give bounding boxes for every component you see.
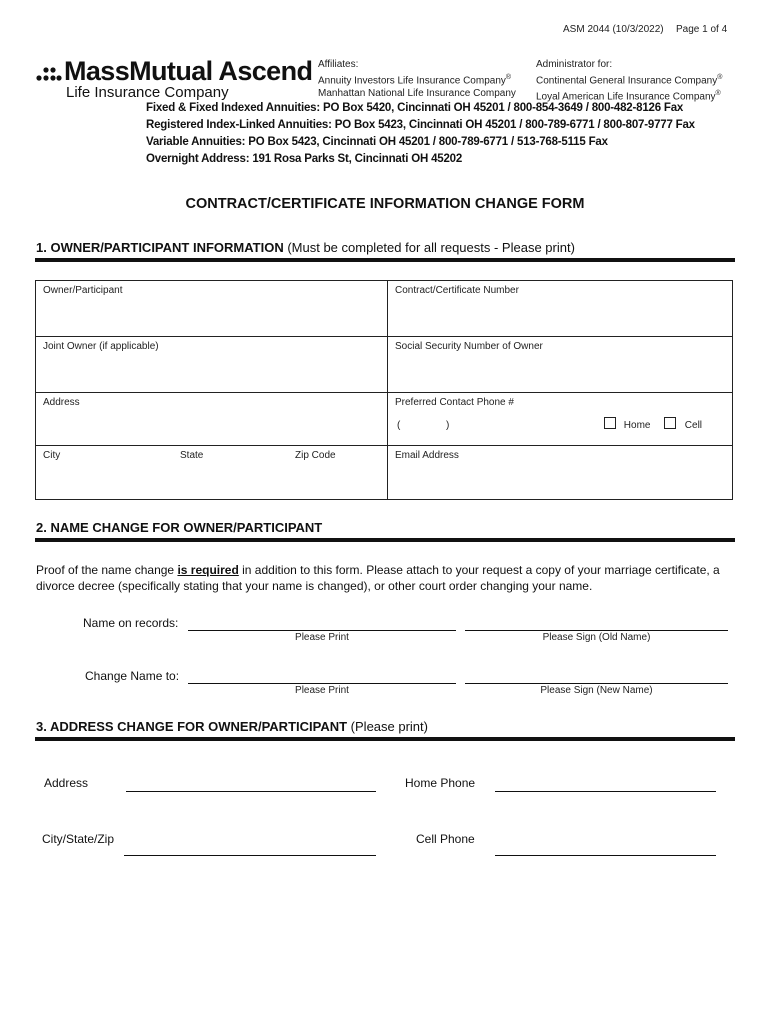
home-label: Home xyxy=(623,420,651,431)
affiliate-item: Manhattan National Life Insurance Company xyxy=(318,88,516,100)
section2-heading xyxy=(36,520,322,535)
name-on-records-label: Name on records: xyxy=(83,616,179,630)
logo-brand: MassMutual Ascend xyxy=(64,56,313,86)
ssn-field[interactable] xyxy=(388,337,732,392)
change-name-sign-line[interactable] xyxy=(465,683,728,684)
address-field[interactable] xyxy=(36,393,387,445)
city-state-zip-line[interactable] xyxy=(124,855,376,856)
address-line: Variable Annuities: PO Box 5423, Cincinnati OH 45201 / 800-789-6771 / 513-768-5115 Fax xyxy=(146,136,608,148)
sign-new-caption: Please Sign (New Name) xyxy=(540,685,653,696)
section3-title: 3. ADDRESS CHANGE FOR OWNER/PARTICIPANT xyxy=(36,719,348,734)
zip-label: Zip Code xyxy=(295,450,336,461)
email-field[interactable] xyxy=(388,446,732,498)
section1-note: (Must be completed for all requests - Please print) xyxy=(283,240,575,255)
logo-dots-icon xyxy=(36,64,62,82)
home-checkbox[interactable] xyxy=(604,417,616,429)
affiliate-item: Annuity Investors Life Insurance Company xyxy=(318,75,506,87)
name-on-records-sign-line[interactable] xyxy=(465,630,728,631)
contract-number-label: Contract/Certificate Number xyxy=(395,285,519,296)
please-print-caption: Please Print xyxy=(295,685,349,696)
cell-phone-line[interactable] xyxy=(495,855,716,856)
administrator-item: Loyal American Life Insurance Company xyxy=(536,91,716,103)
ssn-label: Social Security Number of Owner xyxy=(395,341,543,352)
owner-field[interactable] xyxy=(36,281,387,336)
section1-heading xyxy=(36,240,575,255)
form-id: ASM 2044 (10/3/2022) xyxy=(563,24,664,35)
section3-rule xyxy=(35,737,735,741)
administrator-label: Administrator for: xyxy=(536,59,613,70)
phone-label: Preferred Contact Phone # xyxy=(395,397,514,408)
affiliates-block: Affiliates: Annuity Investors Life Insurance Company® Manhattan National Life Insurance Company xyxy=(318,59,516,100)
administrator-block: Administrator for: Continental General Insurance Company® Loyal American Life Insurance Company® xyxy=(536,59,723,103)
mailing-addresses xyxy=(146,100,695,168)
new-address-label: Address xyxy=(44,776,89,790)
company-logo xyxy=(36,56,311,102)
page-number: Page 1 of 4 xyxy=(676,24,728,35)
cell-label: Cell xyxy=(684,420,703,431)
section2-rule xyxy=(35,538,735,542)
change-name-to-label: Change Name to: xyxy=(85,669,180,683)
phone-field[interactable] xyxy=(388,393,732,445)
change-name-print-line[interactable] xyxy=(188,683,456,684)
city-label: City xyxy=(43,450,61,461)
affiliates-label: Affiliates: xyxy=(318,59,359,70)
joint-owner-label: Joint Owner (if applicable) xyxy=(43,341,159,352)
city-field[interactable] xyxy=(36,446,176,498)
cell-phone-label: Cell Phone xyxy=(416,832,475,846)
zip-field[interactable] xyxy=(291,446,387,498)
please-print-caption: Please Print xyxy=(295,632,349,643)
address-line: Fixed & Fixed Indexed Annuities: PO Box 5420, Cincinnati OH 45201 / 800-854-3649 / 800-482-8126 Fax xyxy=(146,102,684,114)
name-on-records-print-line[interactable] xyxy=(188,630,456,631)
address-line: Registered Index-Linked Annuities: PO Box 5423, Cincinnati OH 45201 / 800-789-6771 / 800-807-9777 Fax xyxy=(146,119,695,131)
address-label: Address xyxy=(43,397,80,408)
email-label: Email Address xyxy=(395,450,459,461)
administrator-item: Continental General Insurance Company xyxy=(536,75,718,87)
section2-title: 2. NAME CHANGE FOR OWNER/PARTICIPANT xyxy=(36,520,323,535)
cell-checkbox[interactable] xyxy=(664,417,676,429)
sign-old-caption: Please Sign (Old Name) xyxy=(542,632,651,643)
contract-number-field[interactable] xyxy=(388,281,732,336)
instructions-emphasis: is required xyxy=(177,563,239,577)
name-change-instructions xyxy=(36,562,736,594)
state-label: State xyxy=(180,450,204,461)
home-phone-line[interactable] xyxy=(495,791,716,792)
joint-owner-field[interactable] xyxy=(36,337,387,392)
instructions-text: Proof of the name change xyxy=(36,563,178,577)
state-field[interactable] xyxy=(176,446,291,498)
phone-paren-open: ( xyxy=(397,420,401,431)
logo-subtitle: Life Insurance Company xyxy=(66,84,229,101)
owner-info-grid xyxy=(35,280,733,500)
section3-heading xyxy=(36,719,428,734)
new-address-line[interactable] xyxy=(126,791,376,792)
city-state-zip-label: City/State/Zip xyxy=(42,832,115,846)
form-title: CONTRACT/CERTIFICATE INFORMATION CHANGE FORM xyxy=(185,196,585,212)
section1-rule xyxy=(35,258,735,262)
owner-label: Owner/Participant xyxy=(43,285,123,296)
phone-paren-close: ) xyxy=(446,420,450,431)
instructions-text: in addition to this form. Please attach to your request a copy of your marriage certificate, a divorce decree (specifically stating that your name is changed), or other court order changing your name. xyxy=(36,563,720,593)
address-line: Overnight Address: 191 Rosa Parks St, Cincinnati OH 45202 xyxy=(146,153,463,165)
section1-title: 1. OWNER/PARTICIPANT INFORMATION xyxy=(36,240,284,255)
section3-note: (Please print) xyxy=(347,719,428,734)
home-phone-label: Home Phone xyxy=(405,776,476,790)
